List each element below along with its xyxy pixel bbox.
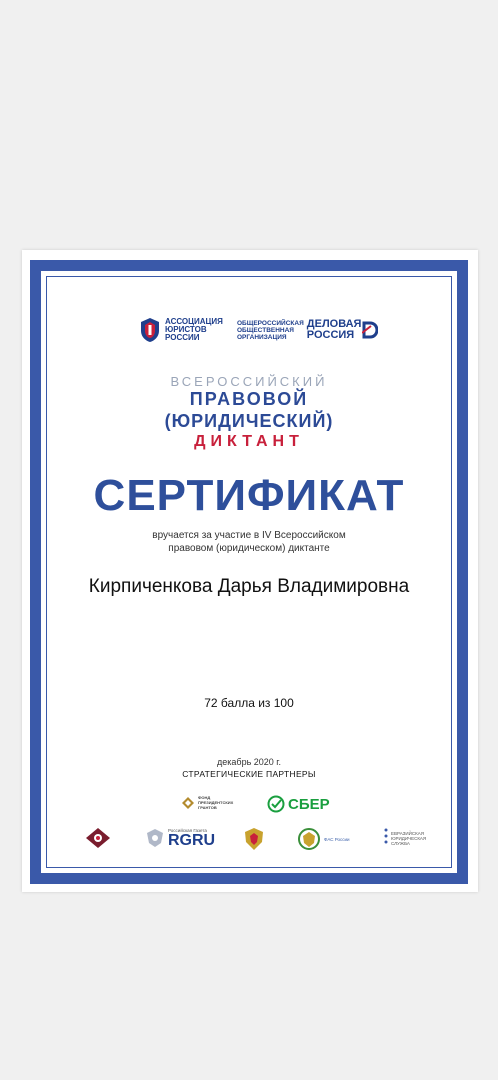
eurasian-legal-service-logo xyxy=(381,827,426,849)
org-line-1: ОБЩЕРОССИЙСКАЯ xyxy=(237,319,304,327)
assoc-line-3: РОССИИ xyxy=(165,333,200,342)
fund-line-2: ПРЕЗИДЕНТСКИХ xyxy=(198,800,234,805)
fund-line-1: ФОНД xyxy=(198,795,211,800)
description-line-1: вручается за участие в IV Всероссийском xyxy=(152,530,346,541)
fund-line-3: ГРАНТОВ xyxy=(198,805,217,810)
partner-emblem-icon xyxy=(85,827,111,849)
stars-icon xyxy=(381,827,391,849)
association-emblem-icon xyxy=(139,317,161,343)
certificate-description xyxy=(41,529,457,555)
dictation-line-4: ДИКТАНТ xyxy=(194,433,304,450)
dictation-line-3: (ЮРИДИЧЕСКИЙ) xyxy=(164,411,334,431)
rgru-logo xyxy=(145,827,215,849)
header-logos xyxy=(41,317,457,347)
delovaya-rossiya-logo xyxy=(237,319,378,341)
coat-of-arms-icon xyxy=(243,827,265,851)
euro-line-2: ЮРИДИЧЕСКАЯ xyxy=(391,835,427,841)
fas-emblem-icon xyxy=(297,827,321,851)
org-name-line-1: ДЕЛОВАЯ xyxy=(306,318,362,330)
lawyers-association-logo xyxy=(139,317,223,343)
partner-emblem-logo xyxy=(243,827,265,856)
certificate-sheet xyxy=(22,250,478,892)
assoc-line-2: ЮРИСТОВ xyxy=(165,325,207,334)
org-name-line-2: РОССИЯ xyxy=(306,329,355,341)
double-eagle-icon xyxy=(145,827,165,849)
delovaya-mark-icon xyxy=(362,321,378,339)
rgru-text: RGRU xyxy=(168,831,216,849)
score-text: 72 балла из 100 xyxy=(204,696,294,710)
recipient-name: Кирпиченкова Дарья Владимировна xyxy=(88,576,410,597)
dictation-line-2: ПРАВОВОЙ xyxy=(189,389,309,409)
sber-icon xyxy=(267,795,285,813)
assoc-line-1: АССОЦИАЦИЯ xyxy=(165,317,223,326)
inner-border xyxy=(46,276,452,868)
rg-small-text: Российская Газета xyxy=(168,827,207,833)
dictation-line-1: ВСЕРОССИЙСКИЙ xyxy=(170,374,328,389)
partners-heading: СТРАТЕГИЧЕСКИЕ ПАРТНЕРЫ xyxy=(182,769,316,779)
partner-logo-1 xyxy=(85,827,111,854)
org-line-2: ОБЩЕСТВЕННАЯ xyxy=(237,326,294,334)
certificate-inner xyxy=(41,271,457,873)
fas-logo xyxy=(297,827,350,851)
certificate-frame xyxy=(30,260,468,884)
sber-logo xyxy=(267,795,330,813)
fas-label: ФАС России xyxy=(324,836,350,842)
euro-line-3: СЛУЖБА xyxy=(391,840,410,846)
presidential-grants-fund-logo xyxy=(181,795,233,810)
sber-label: СБЕР xyxy=(288,795,330,813)
euro-line-1: ЕВРАЗИЙСКАЯ xyxy=(391,830,424,836)
fund-icon xyxy=(181,796,195,810)
description-line-2: правовом (юридическом) диктанте xyxy=(168,543,330,554)
issue-date: декабрь 2020 г. xyxy=(217,757,281,767)
certificate-title: СЕРТИФИКАТ xyxy=(93,471,405,520)
org-line-3: ОРГАНИЗАЦИЯ xyxy=(237,333,287,341)
